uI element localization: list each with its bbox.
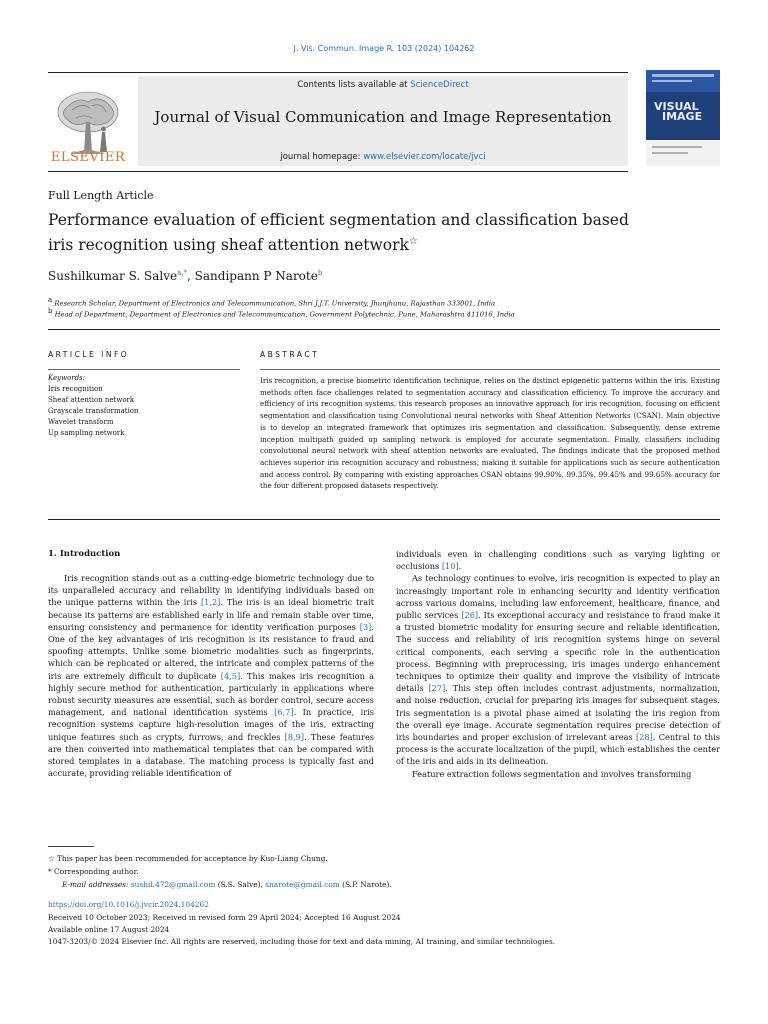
- sciencedirect-link[interactable]: ScienceDirect: [410, 80, 469, 90]
- divider: [48, 369, 240, 370]
- article-type: Full Length Article: [48, 189, 154, 202]
- author-name[interactable]: Sandipann P Narote: [194, 269, 318, 283]
- cover-title-line-1: VISUAL: [654, 100, 699, 113]
- email-link[interactable]: sushil.472@gmail.com: [130, 880, 216, 889]
- affiliation-mark: a: [48, 296, 53, 304]
- keyword-item: Grayscale transformation: [48, 407, 139, 415]
- journal-homepage-link[interactable]: www.elsevier.com/locate/jvci: [363, 152, 486, 162]
- body-paragraph: individuals even in challenging conditions such as varying lighting or occlusions [10].: [396, 549, 720, 572]
- contents-available-line: [138, 80, 628, 90]
- author-name[interactable]: Sushilkumar S. Salve: [48, 269, 178, 283]
- footnote-divider: [48, 846, 94, 847]
- citation-link[interactable]: [1,2]: [200, 597, 221, 608]
- footnote-corresponding: * Corresponding author.: [48, 867, 139, 876]
- homepage-prefix: journal homepage:: [280, 152, 364, 162]
- body-column-right: [396, 548, 720, 780]
- keywords-label: Keywords:: [48, 374, 86, 382]
- affiliation-a: [48, 296, 495, 307]
- body-paragraph: As technology continues to evolve, iris recognition is expected to play an increasingly important role in enhancing security and identity verification across various domains, including law enforcement, healthcare, finance, and public services [26]. Its exceptional accuracy and resistance to fraud make it a trusted biometric modality for ensuring secure and reliable identification. The success and reliability of iris recognition systems hinge on several critical components, each serving a specific role in the authentication process. Beginning with preprocessing, iris images undergo enhancement techniques to optimize their quality and improve the visibility of intricate details [27]. This step often includes contrast adjustments, normalization, and noise reduction, crucial for preparing iris images for subsequent stages. Iris segmentation is a pivotal phase aimed at isolating the iris region from the overall eye image. Accurate segmentation requires precise detection of iris boundaries and proper exclusion of irrelevant areas [28]. Central to this process is the accurate localization of the pupil, which establishes the center of the iris and aids in its delineation.: [396, 573, 720, 767]
- article-title-line-1: Performance evaluation of efficient segmentation and classification based: [48, 211, 629, 229]
- footnote-recommendation: ☆ This paper has been recommended for acceptance by Kuo-Liang Chung.: [48, 854, 328, 863]
- keyword-item: Wavelet transform: [48, 418, 114, 426]
- citation-link[interactable]: [6,7]: [274, 707, 294, 718]
- keyword-item: Up sampling network: [48, 429, 125, 437]
- abstract-text: Iris recognition, a precise biometric identification technique, relies on the distinct epigenetic patterns within the iris. Existing methods often face challenges related to segmentation accuracy and classification efficiency. To improve the accuracy and efficiency of iris recognition systems, this research proposes an innovative approach for iris recognition, focusing on efficient segmentation and classification using Convolutional neural networks with Sheaf Attention Networks (CSAN). Main objective is to develop an integrated framework that optimizes iris segmentation and classification. Subsequently, dense extreme inception multipath guided up sampling network is employed for accurate segmentation. Finally, classifiers including convolutional neural network with sheaf attention networks are evaluated. The findings indicate that the proposed method achieves superior iris recognition accuracy and robustness, making it suitable for applications such as secure authentication and access control. By comparing with existing approaches CSAN obtains 99.90%, 99.35%, 99.45% and 99.65% accuracy for the four different proposed datasets respectively.: [260, 376, 720, 491]
- cover-title: [654, 102, 702, 122]
- email-owner: (S.P. Narote).: [339, 880, 392, 889]
- abstract-heading: ABSTRACT: [260, 350, 320, 359]
- affiliation-b: [48, 307, 515, 318]
- journal-cover-thumbnail[interactable]: [646, 70, 720, 166]
- body-paragraph: Feature extraction follows segmentation and involves transforming: [412, 768, 692, 779]
- affiliation-mark: b: [48, 307, 53, 315]
- keyword-item: Sheaf attention network: [48, 396, 135, 404]
- title-footnote-star-icon[interactable]: ☆: [408, 236, 418, 247]
- journal-reference-link[interactable]: J. Vis. Commun. Image R. 103 (2024) 104262: [293, 44, 475, 53]
- email-owner: (S.S. Salve),: [215, 880, 266, 889]
- body-column-left: [48, 572, 374, 779]
- citation-link[interactable]: [10]: [441, 561, 459, 572]
- introduction-heading: 1. Introduction: [48, 549, 121, 559]
- affiliation-text: Head of Department, Department of Electronics and Telecommunication, Government Polytechnic, Pune, Maharashtra 411016, India: [54, 310, 515, 319]
- citation-link[interactable]: [8,9]: [284, 731, 305, 742]
- author-affiliation-marks[interactable]: b: [317, 269, 323, 277]
- keyword-item: Iris recognition: [48, 385, 103, 393]
- divider: [260, 369, 720, 370]
- footnote-emails: [62, 880, 392, 889]
- affiliation-text: Research Scholar, Department of Electronics and Telecommunication, Shri J.J.T. University, Jhunjhunu, Rajasthan 333001, India: [54, 299, 496, 308]
- received-dates: Received 10 October 2023; Received in revised form 29 April 2024; Accepted 16 August 2024: [48, 913, 401, 922]
- copyright-notice: 1047-3203/© 2024 Elsevier Inc. All rights are reserved, including those for text and data mining, AI training, and similar technologies.: [48, 937, 556, 946]
- email-link[interactable]: snarote@gmail.com: [265, 880, 340, 889]
- article-title-line-2: iris recognition using sheaf attention network: [48, 236, 409, 255]
- email-label: E-mail addresses:: [62, 880, 131, 889]
- citation-link[interactable]: [26]: [461, 610, 479, 621]
- doi-link[interactable]: https://doi.org/10.1016/j.jvcir.2024.104262: [48, 900, 209, 909]
- journal-title: Journal of Visual Communication and Image Representation: [154, 108, 612, 126]
- article-info-heading: ARTICLE INFO: [48, 350, 130, 359]
- divider: [48, 519, 720, 520]
- journal-homepage-line: [138, 152, 628, 162]
- citation-link[interactable]: [3]: [359, 621, 372, 632]
- citation-link[interactable]: [28]: [636, 732, 653, 743]
- divider: [48, 329, 720, 330]
- cover-title-line-2: IMAGE: [662, 110, 703, 123]
- citation-link[interactable]: [4,5]: [220, 670, 241, 681]
- contents-prefix: Contents lists available at: [297, 80, 411, 90]
- available-online-date: Available online 17 August 2024: [48, 925, 170, 934]
- author-affiliation-marks[interactable]: a,*: [177, 269, 188, 277]
- citation-link[interactable]: [27]: [428, 683, 446, 694]
- elsevier-wordmark: ELSEVIER: [50, 150, 126, 165]
- author-separator: ,: [187, 269, 195, 283]
- author-list: [48, 269, 322, 283]
- article-title: [48, 210, 648, 256]
- body-paragraph: Iris recognition stands out as a cutting-edge biometric technology due to its unparalleled accuracy and reliability in identifying individuals based on the unique patterns within the iris [1,2]. The iris is an ideal biometric trait because its patterns are established early in life and remain stable over time, ensuring consistency and permanence for identity verification purposes [3]. One of the key advantages of iris recognition is its resistance to fraud and spoofing attempts. Unlike some biometric modalities such as fingerprints, which can be replicated or altered, the intricate and complex patterns of the iris are extremely difficult to duplicate [4,5]. This makes iris recognition a highly secure method for authentication, particularly in applications where robust security measures are essential, such as border control, secure access management, and national identification systems [6,7]. In practice, iris recognition systems capture high-resolution images of the iris, extracting unique features such as crypts, furrows, and freckles [8,9]. These features are then converted into mathematical templates that can be compared with stored templates in a database. The matching process is typically fast and accurate, providing reliable identification of: [48, 573, 375, 779]
